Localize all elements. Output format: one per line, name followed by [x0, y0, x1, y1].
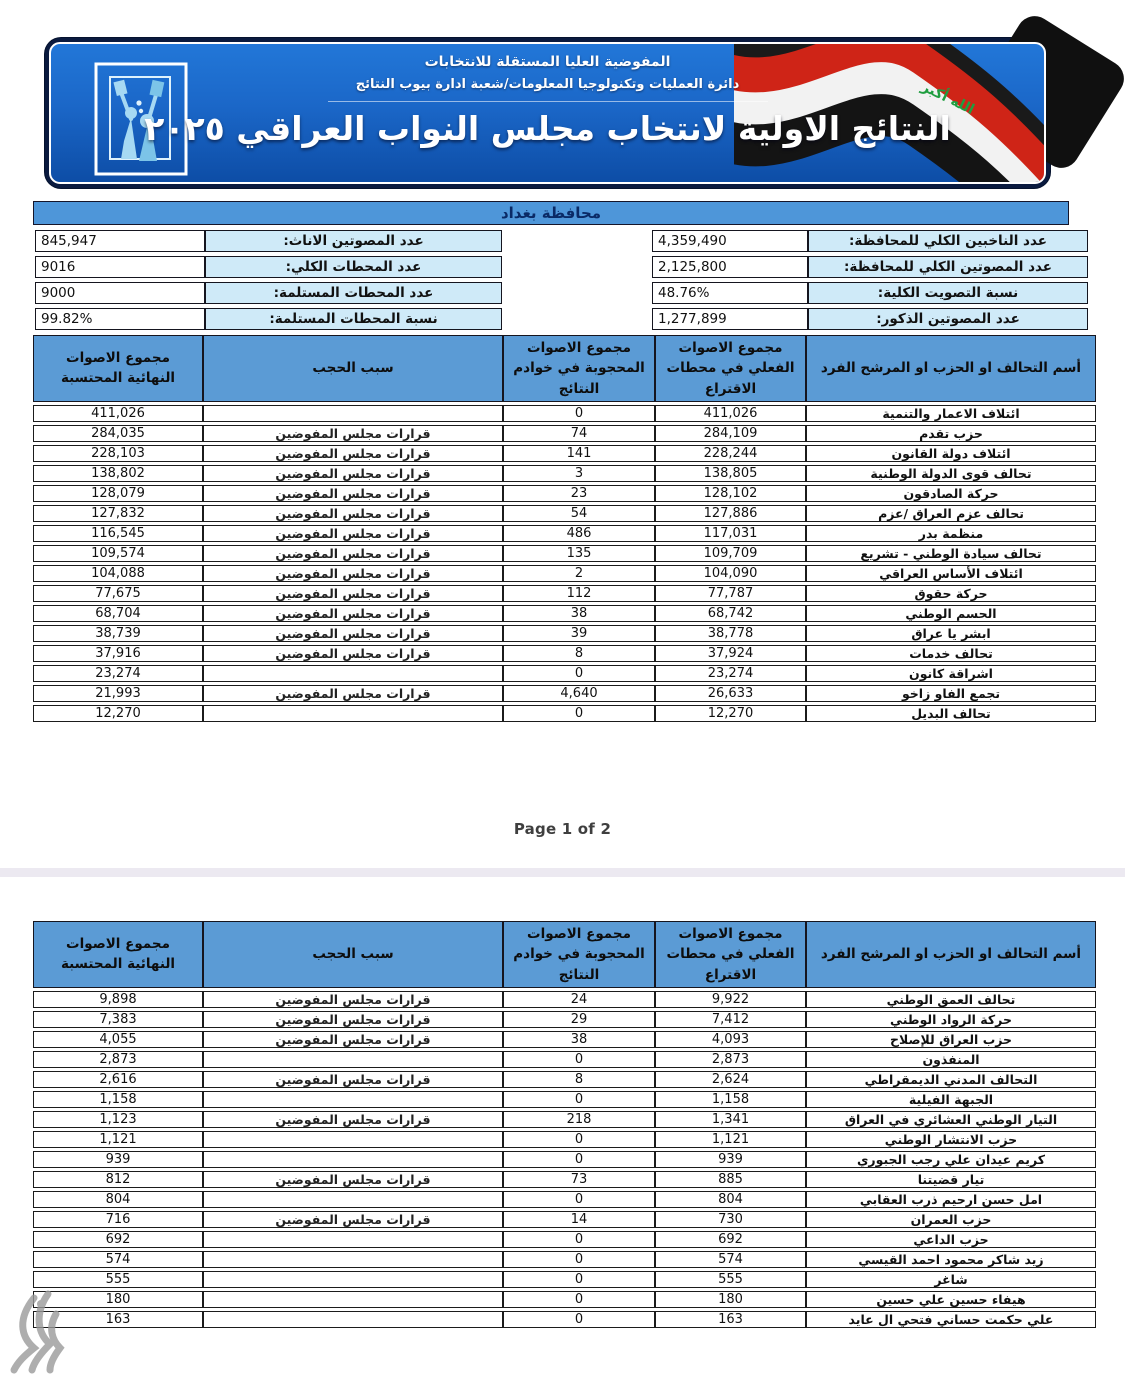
cell-name: ائتلاف الاعمار والتنمية — [806, 405, 1096, 422]
summary-row — [33, 308, 1088, 330]
cell-withheld: 54 — [503, 505, 655, 522]
column-header-withheld-votes: مجموع الاصوات المحجوبة في خوادم النتائج — [503, 921, 655, 988]
stat-label-received-stations: عدد المحطات المستلمة: — [205, 282, 502, 304]
cell-actual: 127,886 — [655, 505, 806, 522]
cell-final: 4,055 — [33, 1031, 203, 1048]
result-row — [33, 485, 1096, 502]
cell-name: حركة الرواد الوطني — [806, 1011, 1096, 1028]
summary-spacer — [502, 256, 652, 278]
cell-name: التحالف المدني الديمقراطي — [806, 1071, 1096, 1088]
cell-reason — [203, 1191, 503, 1208]
cell-reason — [203, 1051, 503, 1068]
stat-value-total-voters-registered: 4,359,490 — [652, 230, 808, 252]
cell-actual: 138,805 — [655, 465, 806, 482]
cell-actual: 38,778 — [655, 625, 806, 642]
cell-final: 138,802 — [33, 465, 203, 482]
result-row — [33, 605, 1096, 622]
column-header-name: أسم التحالف او الحزب او المرشح الفرد — [806, 335, 1096, 402]
result-row — [33, 1171, 1096, 1188]
cell-withheld: 23 — [503, 485, 655, 502]
cell-name: حزب العراق للإصلاح — [806, 1031, 1096, 1048]
cell-final: 77,675 — [33, 585, 203, 602]
column-header-final-votes: مجموع الاصوات النهائية المحتسبة — [33, 335, 203, 402]
cell-name: حزب الداعي — [806, 1231, 1096, 1248]
stat-value-total-stations: 9016 — [35, 256, 205, 278]
cell-actual: 37,924 — [655, 645, 806, 662]
cell-name: حزب العمران — [806, 1211, 1096, 1228]
cell-final: 555 — [33, 1271, 203, 1288]
stat-label-total-voted: عدد المصوتين الكلي للمحافظة: — [808, 256, 1088, 278]
cell-final: 163 — [33, 1311, 203, 1328]
governorate-title-bar: محافظة بغداد — [33, 201, 1069, 225]
column-header-withheld-votes: مجموع الاصوات المحجوبة في خوادم النتائج — [503, 335, 655, 402]
result-row — [33, 991, 1096, 1008]
cell-final: 2,873 — [33, 1051, 203, 1068]
cell-withheld: 73 — [503, 1171, 655, 1188]
summary-stats — [33, 230, 1088, 334]
result-row — [33, 1231, 1096, 1248]
cell-reason: قرارات مجلس المفوضين — [203, 991, 503, 1008]
cell-final: 716 — [33, 1211, 203, 1228]
result-row — [33, 665, 1096, 682]
cell-withheld: 2 — [503, 565, 655, 582]
cell-final: 68,704 — [33, 605, 203, 622]
cell-withheld: 0 — [503, 1051, 655, 1068]
cell-final: 9,898 — [33, 991, 203, 1008]
cell-name: علي حكمت حساني فتحي ال عايد — [806, 1311, 1096, 1328]
cell-withheld: 0 — [503, 1291, 655, 1308]
cell-withheld: 0 — [503, 1151, 655, 1168]
cell-actual: 163 — [655, 1311, 806, 1328]
cell-withheld: 14 — [503, 1211, 655, 1228]
result-row — [33, 465, 1096, 482]
cell-withheld: 0 — [503, 665, 655, 682]
cell-actual: 411,026 — [655, 405, 806, 422]
stat-value-received-stations: 9000 — [35, 282, 205, 304]
cell-final: 411,026 — [33, 405, 203, 422]
result-row — [33, 705, 1096, 722]
cell-name: هيفاء حسين علي حسين — [806, 1291, 1096, 1308]
cell-actual: 180 — [655, 1291, 806, 1308]
result-row — [33, 1271, 1096, 1288]
cell-withheld: 8 — [503, 1071, 655, 1088]
result-row — [33, 1291, 1096, 1308]
summary-row — [33, 256, 1088, 278]
cell-reason: قرارات مجلس المفوضين — [203, 585, 503, 602]
cell-final: 1,158 — [33, 1091, 203, 1108]
result-row — [33, 1251, 1096, 1268]
column-header-final-votes: مجموع الاصوات النهائية المحتسبة — [33, 921, 203, 988]
cell-actual: 228,244 — [655, 445, 806, 462]
cell-actual: 9,922 — [655, 991, 806, 1008]
cell-actual: 7,412 — [655, 1011, 806, 1028]
cell-actual: 574 — [655, 1251, 806, 1268]
cell-actual: 104,090 — [655, 565, 806, 582]
stat-value-male-voters: 1,277,899 — [652, 308, 808, 330]
summary-row — [33, 230, 1088, 252]
cell-final: 1,123 — [33, 1111, 203, 1128]
cell-withheld: 8 — [503, 645, 655, 662]
cell-final: 23,274 — [33, 665, 203, 682]
results-header-row — [33, 335, 1096, 402]
result-row — [33, 505, 1096, 522]
cell-reason: قرارات مجلس المفوضين — [203, 645, 503, 662]
cell-actual: 26,633 — [655, 685, 806, 702]
cell-final: 804 — [33, 1191, 203, 1208]
cell-name: ائتلاف الأساس العراقي — [806, 565, 1096, 582]
result-row — [33, 545, 1096, 562]
cell-name: امل حسن ارحيم ذرب العقابي — [806, 1191, 1096, 1208]
cell-reason: قرارات مجلس المفوضين — [203, 1111, 503, 1128]
cell-final: 812 — [33, 1171, 203, 1188]
cell-reason: قرارات مجلس المفوضين — [203, 505, 503, 522]
cell-actual: 555 — [655, 1271, 806, 1288]
cell-reason: قرارات مجلس المفوضين — [203, 565, 503, 582]
cell-final: 180 — [33, 1291, 203, 1308]
cell-withheld: 135 — [503, 545, 655, 562]
cell-withheld: 0 — [503, 1191, 655, 1208]
cell-final: 37,916 — [33, 645, 203, 662]
cell-name: كريم عيدان علي رجب الجبوري — [806, 1151, 1096, 1168]
cell-reason: قرارات مجلس المفوضين — [203, 605, 503, 622]
result-row — [33, 1151, 1096, 1168]
column-header-withhold-reason: سبب الحجب — [203, 921, 503, 988]
result-row — [33, 525, 1096, 542]
cell-withheld: 0 — [503, 1231, 655, 1248]
result-row — [33, 685, 1096, 702]
cell-actual: 1,341 — [655, 1111, 806, 1128]
cell-reason: قرارات مجلس المفوضين — [203, 1171, 503, 1188]
cell-reason — [203, 1271, 503, 1288]
department-name: دائرة العمليات وتكنولوجيا المعلومات/شعبة ادارة بيوب النتائج — [355, 77, 740, 92]
cell-final: 104,088 — [33, 565, 203, 582]
cell-name: تيار قضيتنا — [806, 1171, 1096, 1188]
cell-final: 574 — [33, 1251, 203, 1268]
results-table-page2 — [33, 918, 1096, 1331]
cell-actual: 117,031 — [655, 525, 806, 542]
cell-reason: قرارات مجلس المفوضين — [203, 485, 503, 502]
cell-final: 38,739 — [33, 625, 203, 642]
result-row — [33, 645, 1096, 662]
cell-name: تحالف البديل — [806, 705, 1096, 722]
cell-name: تحالف العمق الوطني — [806, 991, 1096, 1008]
cell-withheld: 0 — [503, 1271, 655, 1288]
column-header-actual-votes: مجموع الاصوات الفعلي في محطات الاقتراع — [655, 335, 806, 402]
cell-withheld: 0 — [503, 1131, 655, 1148]
cell-final: 284,035 — [33, 425, 203, 442]
cell-reason: قرارات مجلس المفوضين — [203, 425, 503, 442]
cell-reason: قرارات مجلس المفوضين — [203, 445, 503, 462]
cell-name: التيار الوطني العشائري في العراق — [806, 1111, 1096, 1128]
cell-reason: قرارات مجلس المفوضين — [203, 1071, 503, 1088]
cell-reason: قرارات مجلس المفوضين — [203, 1211, 503, 1228]
cell-name: ائتلاف دولة القانون — [806, 445, 1096, 462]
result-row — [33, 1071, 1096, 1088]
cell-final: 128,079 — [33, 485, 203, 502]
cell-final: 1,121 — [33, 1131, 203, 1148]
cell-name: حزب الانتشار الوطني — [806, 1131, 1096, 1148]
cell-withheld: 29 — [503, 1011, 655, 1028]
stat-label-total-stations: عدد المحطات الكلي: — [205, 256, 502, 278]
cell-reason — [203, 665, 503, 682]
cell-withheld: 4,640 — [503, 685, 655, 702]
result-row — [33, 1311, 1096, 1328]
result-row — [33, 1111, 1096, 1128]
cell-name: حركة الصادقون — [806, 485, 1096, 502]
cell-name: شاغر — [806, 1271, 1096, 1288]
cell-reason: قرارات مجلس المفوضين — [203, 1031, 503, 1048]
cell-actual: 109,709 — [655, 545, 806, 562]
cell-actual: 4,093 — [655, 1031, 806, 1048]
stat-value-total-voted: 2,125,800 — [652, 256, 808, 278]
cell-actual: 23,274 — [655, 665, 806, 682]
cell-withheld: 0 — [503, 1091, 655, 1108]
stat-label-female-voters: عدد المصوتين الاناث: — [205, 230, 502, 252]
page-number-label: Page 1 of 2 — [513, 820, 612, 838]
cell-name: تحالف سيادة الوطني - تشريع — [806, 545, 1096, 562]
cell-final: 2,616 — [33, 1071, 203, 1088]
commission-name: المفوضية العليا المستقلة للانتخابات — [424, 54, 671, 70]
cell-withheld: 0 — [503, 405, 655, 422]
cell-withheld: 486 — [503, 525, 655, 542]
result-row — [33, 1011, 1096, 1028]
cell-reason: قرارات مجلس المفوضين — [203, 1011, 503, 1028]
cell-name: الحسم الوطني — [806, 605, 1096, 622]
cell-reason: قرارات مجلس المفوضين — [203, 525, 503, 542]
cell-name: حزب تقدم — [806, 425, 1096, 442]
cell-actual: 692 — [655, 1231, 806, 1248]
cell-final: 127,832 — [33, 505, 203, 522]
stat-value-turnout-percent: 48.76% — [652, 282, 808, 304]
cell-reason: قرارات مجلس المفوضين — [203, 465, 503, 482]
cell-reason — [203, 1291, 503, 1308]
cell-name: منظمة بدر — [806, 525, 1096, 542]
result-row — [33, 1091, 1096, 1108]
cell-final: 21,993 — [33, 685, 203, 702]
cell-final: 228,103 — [33, 445, 203, 462]
cell-name: زيد شاكر محمود احمد القيسي — [806, 1251, 1096, 1268]
stat-label-turnout-percent: نسبة التصويت الكلية: — [808, 282, 1088, 304]
cell-withheld: 38 — [503, 605, 655, 622]
result-row — [33, 405, 1096, 422]
cell-name: ابشر يا عراق — [806, 625, 1096, 642]
summary-spacer — [502, 308, 652, 330]
cell-actual: 885 — [655, 1171, 806, 1188]
page-break-separator — [0, 868, 1125, 877]
ina-flame-watermark-icon — [4, 1284, 72, 1376]
summary-spacer — [502, 282, 652, 304]
result-row — [33, 445, 1096, 462]
cell-name: تحالف عزم العراق /عزم — [806, 505, 1096, 522]
cell-withheld: 39 — [503, 625, 655, 642]
cell-actual: 804 — [655, 1191, 806, 1208]
header-banner — [45, 38, 1050, 188]
header-banner-inner — [49, 42, 1046, 184]
cell-actual: 2,873 — [655, 1051, 806, 1068]
cell-final: 7,383 — [33, 1011, 203, 1028]
cell-withheld: 74 — [503, 425, 655, 442]
column-header-actual-votes: مجموع الاصوات الفعلي في محطات الاقتراع — [655, 921, 806, 988]
cell-actual: 77,787 — [655, 585, 806, 602]
result-row — [33, 585, 1096, 602]
cell-final: 116,545 — [33, 525, 203, 542]
cell-name: حركة حقوق — [806, 585, 1096, 602]
cell-final: 12,270 — [33, 705, 203, 722]
cell-actual: 2,624 — [655, 1071, 806, 1088]
flag-takbir-text: الله أكبر — [918, 78, 977, 118]
cell-actual: 730 — [655, 1211, 806, 1228]
cell-reason — [203, 705, 503, 722]
result-row — [33, 425, 1096, 442]
cell-actual: 68,742 — [655, 605, 806, 622]
cell-withheld: 0 — [503, 1251, 655, 1268]
cell-reason — [203, 1251, 503, 1268]
results-table-page1 — [33, 332, 1096, 725]
result-row — [33, 565, 1096, 582]
cell-withheld: 0 — [503, 1311, 655, 1328]
cell-final: 109,574 — [33, 545, 203, 562]
cell-reason — [203, 1131, 503, 1148]
result-row — [33, 1051, 1096, 1068]
cell-withheld: 3 — [503, 465, 655, 482]
cell-withheld: 218 — [503, 1111, 655, 1128]
banner-divider — [328, 101, 768, 102]
stat-value-female-voters: 845,947 — [35, 230, 205, 252]
cell-reason — [203, 1311, 503, 1328]
result-row — [33, 1031, 1096, 1048]
cell-actual: 1,158 — [655, 1091, 806, 1108]
cell-name: تحالف خدمات — [806, 645, 1096, 662]
cell-actual: 939 — [655, 1151, 806, 1168]
stat-label-total-voters-registered: عدد الناخبين الكلي للمحافظة: — [808, 230, 1088, 252]
summary-spacer — [502, 230, 652, 252]
column-header-name: أسم التحالف او الحزب او المرشح الفرد — [806, 921, 1096, 988]
result-row — [33, 1211, 1096, 1228]
cell-name: تجمع الفاو زاخو — [806, 685, 1096, 702]
cell-name: الجبهة الفيلية — [806, 1091, 1096, 1108]
stat-value-received-stations-percent: 99.82% — [35, 308, 205, 330]
stat-label-received-stations-percent: نسبة المحطات المستلمة: — [205, 308, 502, 330]
cell-reason: قرارات مجلس المفوضين — [203, 545, 503, 562]
cell-reason: قرارات مجلس المفوضين — [203, 685, 503, 702]
results-header-row — [33, 921, 1096, 988]
result-row — [33, 1191, 1096, 1208]
cell-name: اشراقة كانون — [806, 665, 1096, 682]
cell-reason: قرارات مجلس المفوضين — [203, 625, 503, 642]
result-row — [33, 625, 1096, 642]
report-title: النتائج الاولية لانتخاب مجلس النواب العراقي ٢٠٢٥ — [144, 109, 951, 148]
cell-final: 692 — [33, 1231, 203, 1248]
stat-label-male-voters: عدد المصوتين الذكور: — [808, 308, 1088, 330]
column-header-withhold-reason: سبب الحجب — [203, 335, 503, 402]
cell-actual: 1,121 — [655, 1131, 806, 1148]
cell-name: المنفذون — [806, 1051, 1096, 1068]
cell-withheld: 112 — [503, 585, 655, 602]
cell-final: 939 — [33, 1151, 203, 1168]
cell-reason — [203, 1151, 503, 1168]
cell-withheld: 24 — [503, 991, 655, 1008]
cell-withheld: 141 — [503, 445, 655, 462]
cell-reason — [203, 1091, 503, 1108]
cell-withheld: 0 — [503, 705, 655, 722]
cell-name: تحالف قوى الدولة الوطنية — [806, 465, 1096, 482]
cell-reason — [203, 405, 503, 422]
summary-row — [33, 282, 1088, 304]
cell-actual: 128,102 — [655, 485, 806, 502]
cell-actual: 284,109 — [655, 425, 806, 442]
cell-actual: 12,270 — [655, 705, 806, 722]
result-row — [33, 1131, 1096, 1148]
cell-withheld: 38 — [503, 1031, 655, 1048]
cell-reason — [203, 1231, 503, 1248]
